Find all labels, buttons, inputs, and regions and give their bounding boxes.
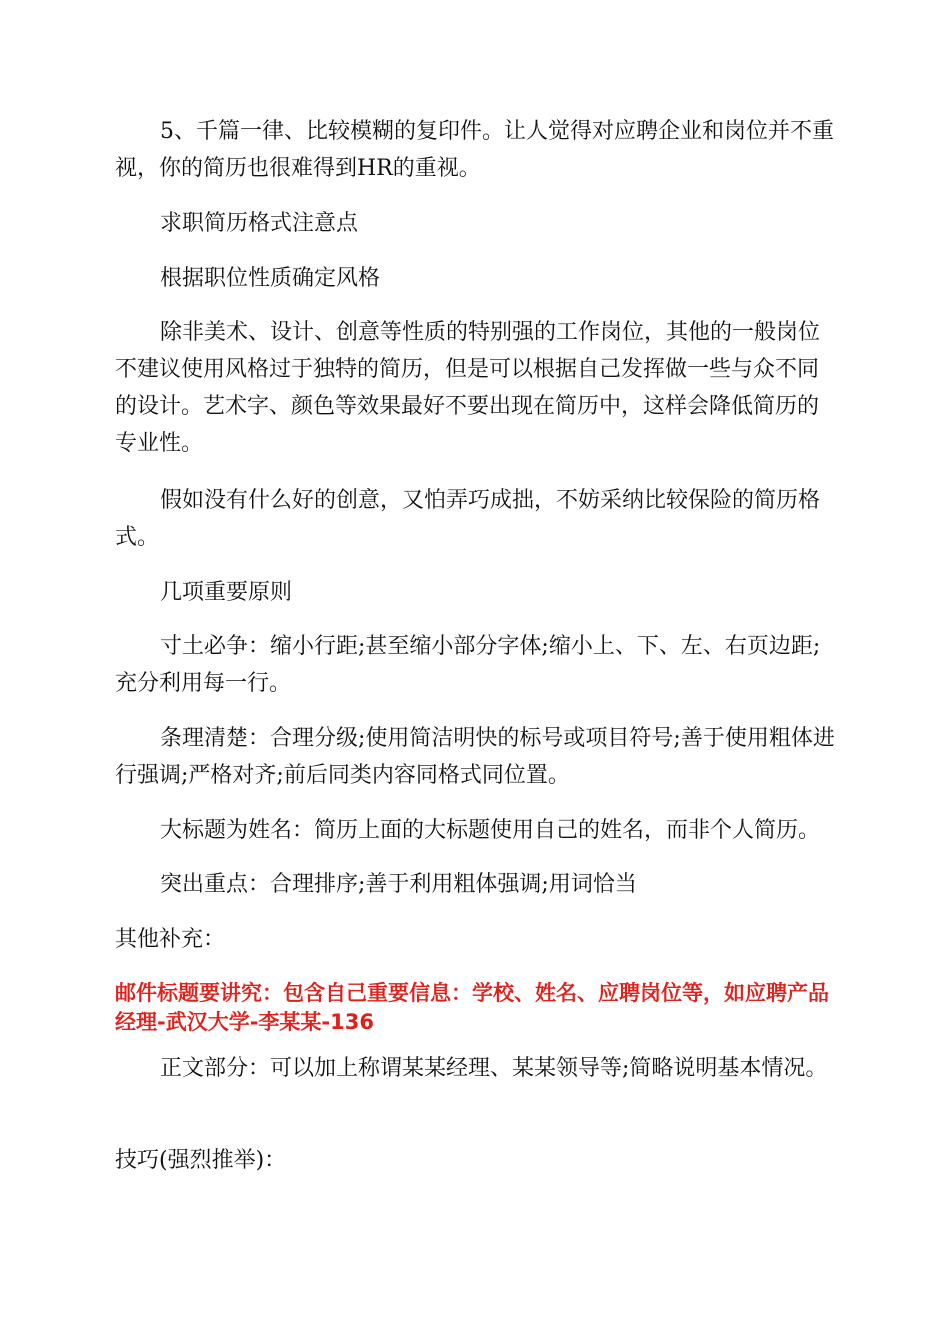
- heading-tips: 技巧(强烈推举)：: [115, 1148, 287, 1173]
- principle-spacing: 寸土必争：缩小行距;甚至缩小部分字体;缩小上、下、左、右页边距;充分利用每一行。: [115, 634, 821, 696]
- paragraph-photocopy-point: 5、千篇一律、比较模糊的复印件。让人觉得对应聘企业和岗位并不重视，你的简历也很难得到HR的重视。: [115, 119, 834, 181]
- highlight-email-subject: 邮件标题要讲究：包含自己重要信息：学校、姓名、应聘岗位等，如应聘产品经理-武汉大学-李某某-136: [115, 981, 829, 1034]
- principle-title-name: 大标题为姓名：简历上面的大标题使用自己的姓名，而非个人简历。: [160, 818, 821, 843]
- subheading-style-by-position: 根据职位性质确定风格: [160, 266, 381, 291]
- paragraph-email-body: 正文部分：可以加上称谓某某经理、某某领导等;简略说明基本情况。: [160, 1056, 828, 1081]
- paragraph-style-advice: 除非美术、设计、创意等性质的特别强的工作岗位，其他的一般岗位不建议使用风格过于独特的简历，但是可以根据自己发挥做一些与众不同的设计。艺术字、颜色等效果最好不要出现在简历中，这样会降低简历的专业性。: [115, 320, 821, 456]
- principle-clarity: 条理清楚：合理分级;使用简洁明快的标号或项目符号;善于使用粗体进行强调;严格对齐;前后同类内容同格式同位置。: [115, 726, 835, 788]
- subheading-principles: 几项重要原则: [160, 580, 293, 605]
- section-heading-format-notes: 求职简历格式注意点: [160, 211, 359, 236]
- paragraph-safe-format: 假如没有什么好的创意，又怕弄巧成拙，不妨采纳比较保险的简历格式。: [115, 488, 821, 550]
- heading-other-notes: 其他补充：: [115, 927, 226, 952]
- principle-highlight: 突出重点：合理排序;善于利用粗体强调;用词恰当: [160, 872, 637, 897]
